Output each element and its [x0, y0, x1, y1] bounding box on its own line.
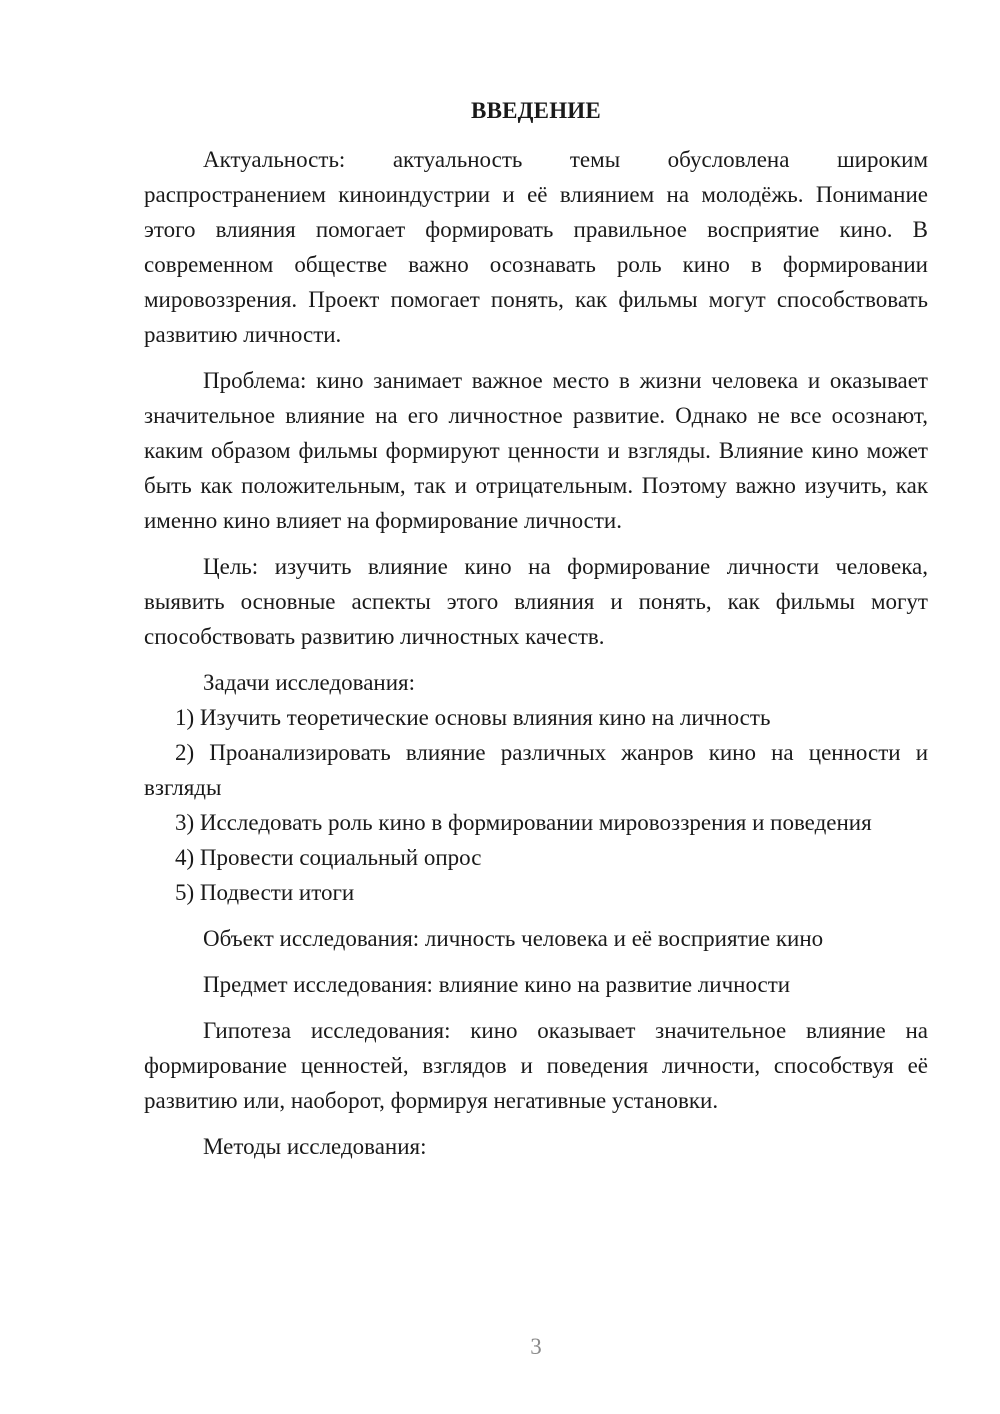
hypothesis-paragraph: Гипотеза исследования: кино оказывает значительное влияние на формирование ценностей, взглядов и поведения личности, способствуя её развитию или, наоборот, формируя негативные установки.	[144, 1018, 928, 1113]
section-heading: ВВЕДЕНИЕ	[471, 98, 601, 123]
task-item-3: 3) Исследовать роль кино в формировании мировоззрения и поведения	[175, 810, 872, 835]
task-item-2: 2) Проанализировать влияние различных жанров кино на ценности и взгляды	[144, 740, 928, 800]
research-object-paragraph: Объект исследования: личность человека и её восприятие кино	[203, 926, 824, 951]
task-item-4: 4) Провести социальный опрос	[175, 845, 482, 870]
problem-paragraph: Проблема: кино занимает важное место в жизни человека и оказывает значительное влияние на его личностное развитие. Однако не все осознают, каким образом фильмы формируют ценности и взгляды. Влияние кино может быть как положительным, так и отрицательным. Поэтому важно изучить, как именно кино влияет на формирование личности.	[144, 368, 928, 533]
relevance-paragraph: Актуальность: актуальность темы обусловлена широким распространением киноиндустрии и её влиянием на молодёжь. Понимание этого влияния помогает формировать правильное восприятие кино. В современном обществе важно осознавать роль кино в формировании мировоззрения. Проект помогает понять, как фильмы могут способствовать развитию личности.	[144, 147, 928, 347]
task-item-1: 1) Изучить теоретические основы влияния кино на личность	[175, 705, 771, 730]
page-number: 3	[530, 1334, 542, 1359]
task-item-5: 5) Подвести итоги	[175, 880, 355, 905]
research-subject-paragraph: Предмет исследования: влияние кино на развитие личности	[203, 972, 791, 997]
tasks-heading: Задачи исследования:	[203, 670, 416, 695]
methods-heading: Методы исследования:	[203, 1134, 427, 1159]
document-body	[144, 142, 928, 1164]
goal-paragraph: Цель: изучить влияние кино на формирование личности человека, выявить основные аспекты этого влияния и понять, как фильмы могут способствовать развитию личностных качеств.	[144, 554, 928, 649]
